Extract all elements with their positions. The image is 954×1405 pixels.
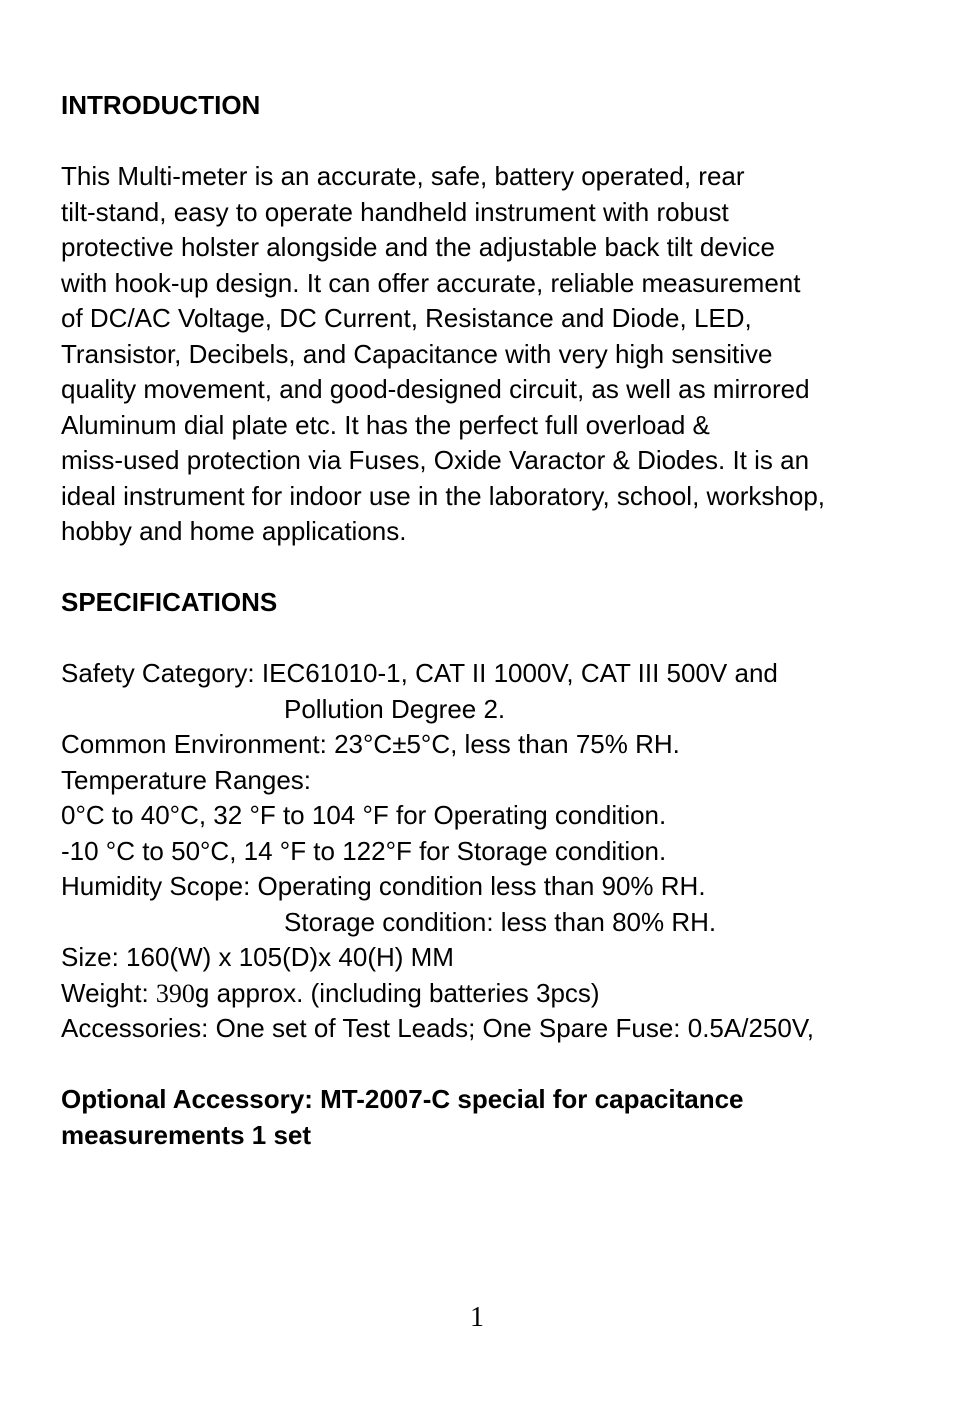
paragraph-line: miss-used protection via Fuses, Oxide Varactor & Diodes. It is an [61, 445, 810, 475]
accessories-spec: Accessories: One set of Test Leads; One Spare Fuse: 0.5A/250V, [61, 1013, 814, 1043]
humidity-scope-continued: Storage condition: less than 80% RH. [284, 906, 717, 937]
weight-spec [61, 976, 941, 1012]
temperature-operating: 0°C to 40°C, 32 °F to 104 °F for Operating condition. [61, 800, 667, 830]
introduction-heading: INTRODUCTION [61, 90, 261, 120]
page-number: 1 [470, 1302, 484, 1333]
paragraph-line: ideal instrument for indoor use in the laboratory, school, workshop, [61, 480, 826, 511]
humidity-scope: Humidity Scope: Operating condition less than 90% RH. [61, 871, 706, 901]
optional-accessory-line: measurements 1 set [61, 1119, 312, 1150]
safety-category: Safety Category: IEC61010-1, CAT II 1000V, CAT III 500V and [61, 658, 778, 688]
paragraph-line: Transistor, Decibels, and Capacitance with very high sensitive [61, 338, 773, 369]
weight-value: 390 [155, 978, 195, 1008]
weight-prefix: Weight: [61, 977, 156, 1008]
paragraph-line: protective holster alongside and the adjustable back tilt device [61, 232, 775, 262]
temperature-ranges-label: Temperature Ranges: [61, 764, 312, 795]
weight-suffix: g approx. (including batteries 3pcs) [194, 977, 600, 1008]
paragraph-line: hobby and home applications. [61, 516, 407, 546]
common-environment: Common Environment: 23°C±5°C, less than 75% RH. [61, 729, 680, 759]
paragraph-line: quality movement, and good-designed circuit, as well as mirrored [61, 374, 810, 404]
optional-accessory-line: Optional Accessory: MT-2007-C special for capacitance [61, 1084, 744, 1114]
spacer [61, 1047, 941, 1083]
size-spec: Size: 160(W) x 105(D)x 40(H) MM [61, 942, 454, 972]
temperature-storage: -10 °C to 50°C, 14 °F to 122°F for Storage condition. [61, 835, 667, 866]
document-page [61, 88, 941, 1153]
specifications-heading: SPECIFICATIONS [61, 587, 278, 617]
paragraph-line: with hook-up design. It can offer accurate, reliable measurement [61, 267, 801, 298]
specifications-list [61, 656, 941, 1047]
paragraph-line: This Multi-meter is an accurate, safe, battery operated, rear [61, 161, 745, 191]
introduction-paragraph [61, 159, 941, 550]
paragraph-line: tilt-stand, easy to operate handheld instrument with robust [61, 196, 729, 227]
spacer [61, 124, 941, 160]
spacer [61, 621, 941, 657]
safety-category-continued: Pollution Degree 2. [284, 693, 506, 724]
paragraph-line: Aluminum dial plate etc. It has the perfect full overload & [61, 409, 710, 440]
paragraph-line: of DC/AC Voltage, DC Current, Resistance and Diode, LED, [61, 303, 752, 333]
spacer [61, 550, 941, 586]
